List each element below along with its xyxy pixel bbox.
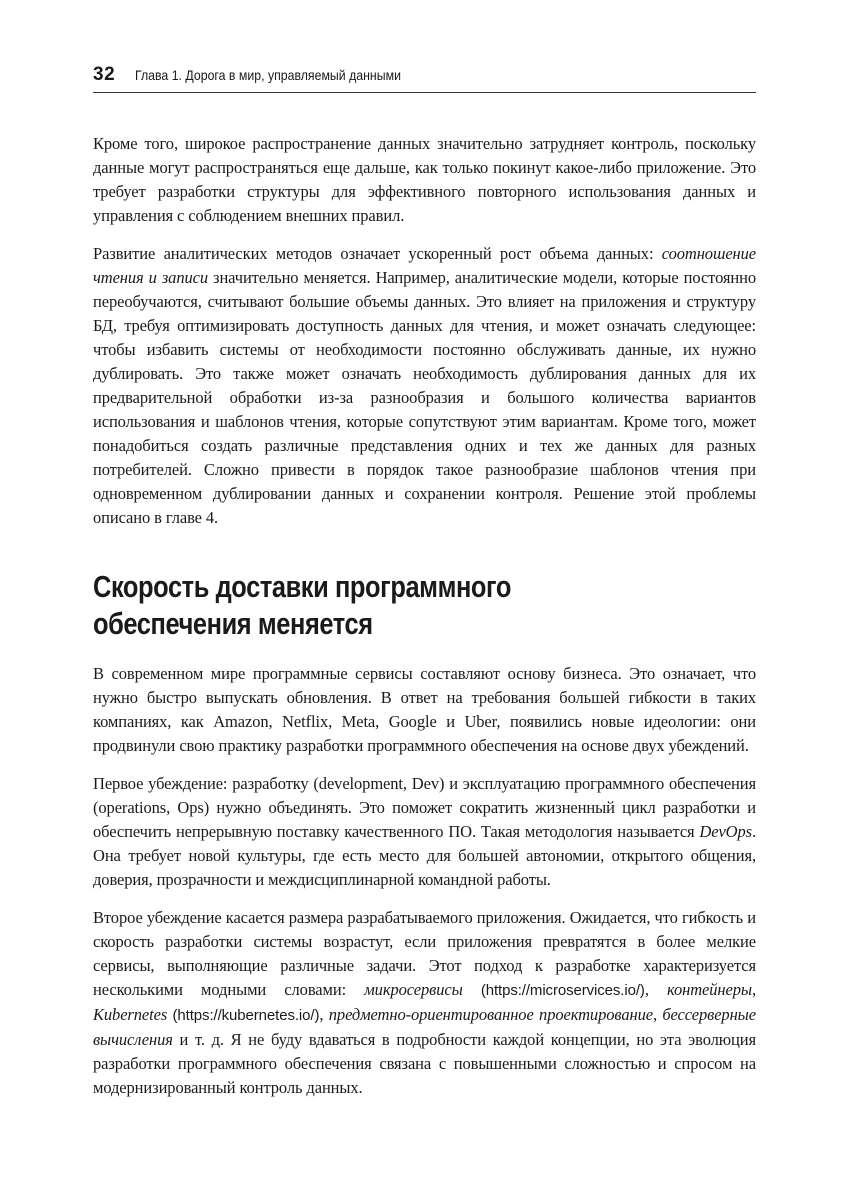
paragraph-5-text-5: , — [652, 1005, 663, 1024]
paragraph-5 — [93, 906, 756, 1100]
paragraph-5-text-1: Второе убеждение касается размера разрабатываемого приложения. Ожидается, что гибкость и скорость разработки системы возрастут, если приложения превратятся в более мелкие сервисы, выполняющие различные задачи. Этот подход к разработке характеризуется несколькими модными словами: — [93, 908, 756, 999]
term-serverless: бессерверные вычисления — [93, 1005, 756, 1049]
paragraph-1: Кроме того, широкое распространение данных значительно затрудняет контроль, поскольку данные могут распространяться еще дальше, как только покинут какое-либо приложение. Это требует разработки структуры для эффективного повторного использования данных и управления с соблюдением внешних правил. — [93, 134, 756, 225]
paragraph-4-italic: DevOps — [699, 822, 752, 841]
paragraph-2 — [93, 242, 756, 530]
term-microservices: микросервисы — [364, 980, 463, 999]
term-ddd: предметно-ориентированное проектирование — [328, 1005, 653, 1024]
book-page — [93, 64, 756, 1114]
paragraph-5-text-6: и т. д. Я не буду вдаваться в подробности каждой концепции, но эта эволюция разработки программного обеспечения связана с повышенными сложностью и спросом на модернизированный контроль данных. — [93, 1030, 756, 1097]
paragraph-5-text-3: , — [751, 980, 756, 999]
paragraph-3: В современном мире программные сервисы составляют основу бизнеса. Это означает, что нужно быстро выпускать обновления. В ответ на требования большей гибкости в таких компаниях, как Amazon, Netflix, Meta, Google и Uber, появились новые идеологии: они продвинули свою практику разработки программного обеспечения на основе двух убеждений. — [93, 664, 756, 755]
kubernetes-url: (https://kubernetes.io/) — [172, 1007, 320, 1024]
paragraph-2-italic: соотношение чтения и записи — [93, 244, 756, 287]
page-number: 32 — [93, 64, 116, 85]
term-containers: контейнеры — [667, 980, 752, 999]
paragraph-5-text-2: , — [644, 980, 668, 999]
running-header — [93, 64, 756, 93]
paragraph-2-text-a: Развитие аналитических методов означает ускоренный рост объема данных: — [93, 244, 662, 263]
paragraph-5-text-4: , — [319, 1005, 329, 1024]
body-text — [93, 132, 756, 1100]
paragraph-2-text-b: значительно меняется. Например, аналитические модели, которые постоянно переобучаются, считывают большие объемы данных. Это влияет на приложения и структуру БД, требуя оптимизировать доступность данных для чтения, и может означать следующее: чтобы избавить системы от необходимости постоянно обслуживать данные, их нужно дублировать. Это также может означать необходимость дублирования данных для их предварительной обработки из-за разнообразия и большого количества вариантов использования и шаблонов чтения, которые сопутствуют этим вариантам. Кроме того, может понадобиться создать различные представления одних и тех же данных для разных потребителей. Сложно привести в порядок такое разнообразие шаблонов чтения при одновременном дублировании данных и сохранении контроля. Решение этой проблемы описано в главе 4. — [93, 268, 756, 527]
section-heading — [93, 568, 637, 642]
paragraph-4-text-b: . Она требует новой культуры, где есть место для большей автономии, открытого общения, доверия, прозрачности и междисциплинарной командной работы. — [93, 822, 756, 889]
section-heading-line-2: обеспечения меняется — [93, 606, 373, 641]
paragraph-4-text-a: Первое убеждение: разработку (development, Dev) и эксплуатацию программного обеспечения (operations, Ops) нужно объединять. Это поможет сократить жизненный цикл разработки и обеспечить непрерывную поставку качественного ПО. Такая методология называется — [93, 774, 756, 841]
paragraph-4 — [93, 772, 756, 892]
microservices-url: (https://microservices.io/) — [480, 982, 645, 999]
chapter-title: Глава 1. Дорога в мир, управляемый данными — [135, 67, 402, 83]
term-kubernetes: Kubernetes — [93, 1005, 168, 1024]
section-heading-line-1: Скорость доставки программного — [93, 569, 511, 604]
